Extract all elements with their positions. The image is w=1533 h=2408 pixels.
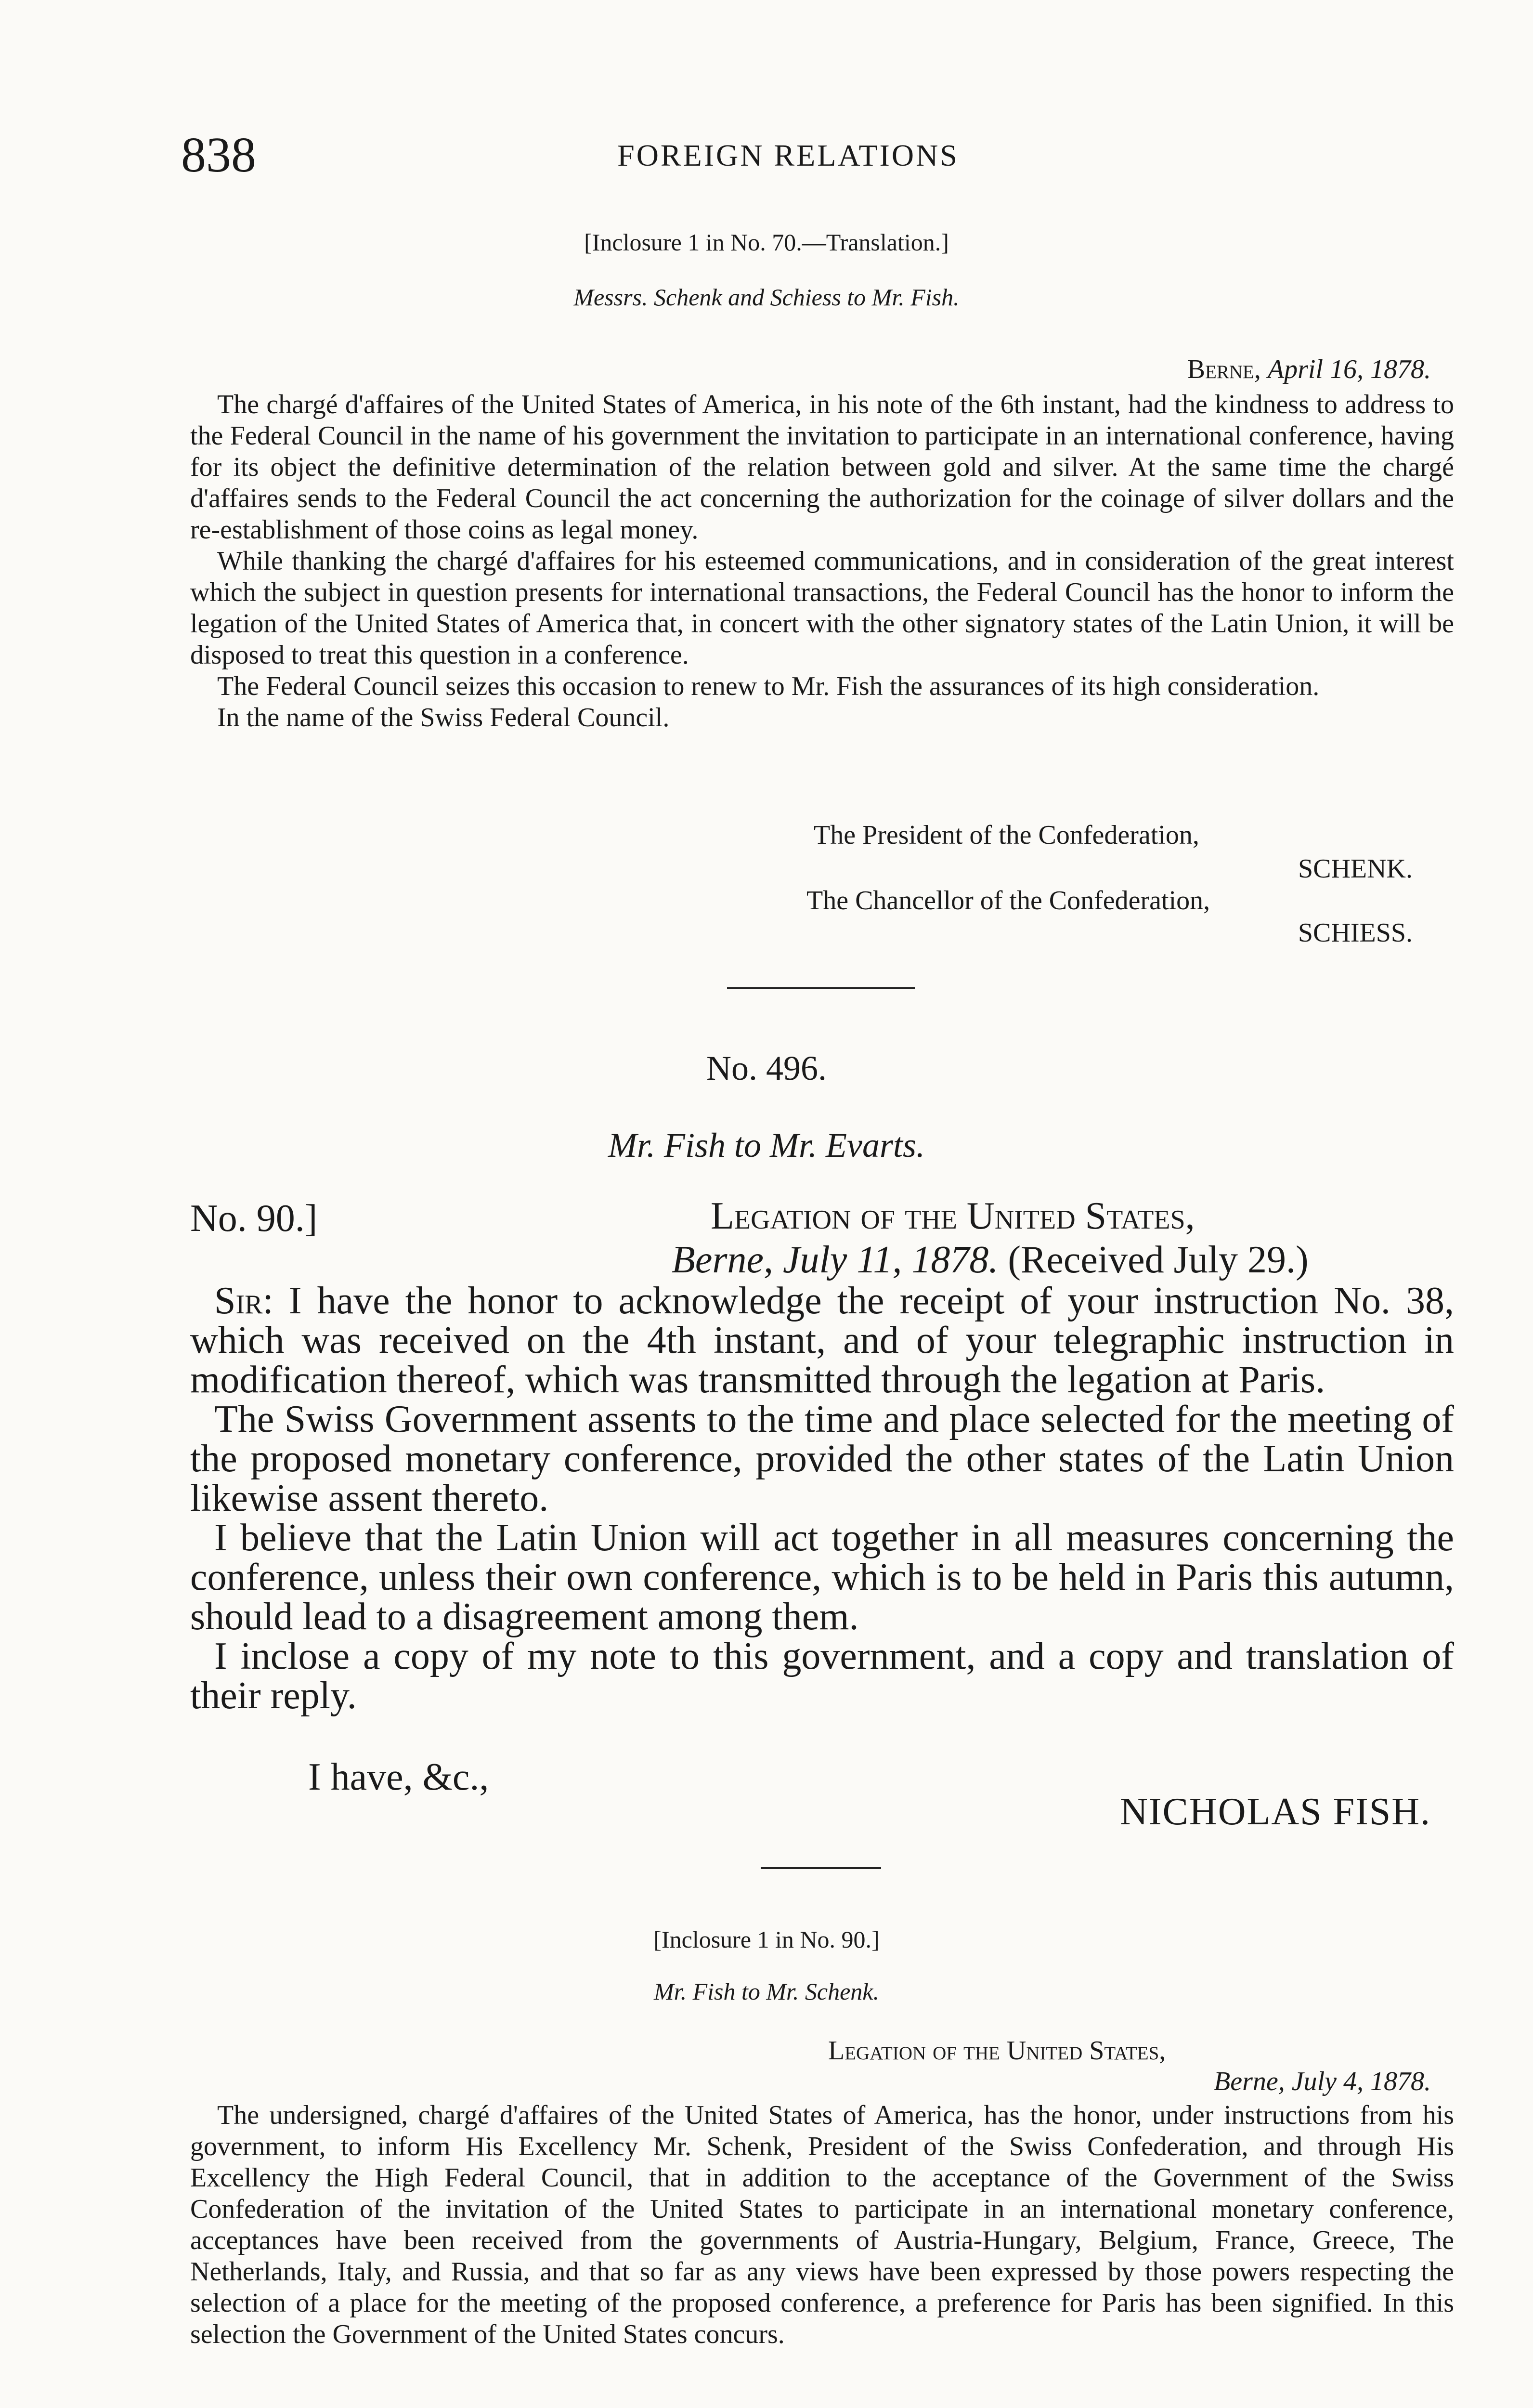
document-number: No. 496. bbox=[706, 1049, 827, 1087]
signature: NICHOLAS FISH. bbox=[1120, 1791, 1431, 1833]
inclosure1-title: Messrs. Schenk and Schiess to Mr. Fish. bbox=[573, 284, 960, 311]
section-divider bbox=[761, 1867, 881, 1869]
paragraph: I inclose a copy of my note to this government, and a copy and translation of their reply. bbox=[190, 1635, 1454, 1717]
salutation: Sir: bbox=[214, 1280, 273, 1322]
paragraph: I believe that the Latin Union will act together in all measures concerning the conference, unless their own conference, which is to be held in Paris this autumn, should lead to a disagreement among them. bbox=[190, 1517, 1454, 1638]
inclosure1-body bbox=[190, 389, 1454, 733]
dateline-place: Berne, bbox=[1187, 354, 1261, 384]
paragraph: The Swiss Government assents to the time and place selected for the meeting of the proposed monetary conference, provided the other states of the Latin Union likewise assent thereto. bbox=[190, 1398, 1454, 1519]
page-number: 838 bbox=[181, 127, 256, 183]
inclosure2-body bbox=[190, 2100, 1454, 2350]
running-head: FOREIGN RELATIONS bbox=[617, 138, 959, 172]
dispatch-number: No. 90.] bbox=[190, 1197, 318, 1240]
paragraph: The chargé d'affaires of the United States of America, in his note of the 6th instant, had the kindness to address to the Federal Council in the name of his government the invitation to participate in an international conference, having for its object the definitive determination of the relation between gold and silver. At the same time the chargé d'affaires sends to the Federal Council the act concerning the authorization for the coinage of silver dollars and the re-establishment of those coins as legal money. bbox=[190, 390, 1454, 545]
inclosure2-dateline bbox=[1214, 2066, 1431, 2097]
paragraph: In the name of the Swiss Federal Council. bbox=[217, 703, 670, 733]
dateline-place: Berne, bbox=[672, 1239, 774, 1281]
dateline-date: April 16, 1878. bbox=[1267, 354, 1431, 384]
inclosure1-dateline bbox=[1187, 354, 1431, 385]
received-note: (Received July 29.) bbox=[1008, 1239, 1309, 1281]
dateline bbox=[672, 1238, 1309, 1282]
inclosure2-legation: Legation of the United States, bbox=[828, 2036, 1166, 2066]
closing: I have, &c., bbox=[308, 1756, 489, 1798]
signature2-name: SCHIESS. bbox=[1298, 918, 1413, 948]
paragraph: While thanking the chargé d'affaires for his esteemed communications, and in consideration of the great interest which the subject in question presents for international transactions, the Federal Council has the honor to inform the legation of the United States of America that, in concert with the other signatory states of the Latin Union, it will be disposed to treat this question in a conference. bbox=[190, 546, 1454, 670]
inclosure1-heading: [Inclosure 1 in No. 70.—Translation.] bbox=[584, 229, 949, 256]
dispatch-body bbox=[190, 1281, 1454, 1715]
dateline-date: July 11, 1878. bbox=[783, 1239, 999, 1281]
paragraph bbox=[190, 1281, 1454, 1400]
section-divider bbox=[727, 987, 915, 989]
paragraph: The Federal Council seizes this occasion to renew to Mr. Fish the assurances of its high consideration. bbox=[217, 671, 1320, 701]
signature1-name: SCHENK. bbox=[1298, 854, 1413, 884]
legation-header: Legation of the United States, bbox=[711, 1195, 1195, 1237]
inclosure2-title: Mr. Fish to Mr. Schenk. bbox=[654, 1978, 879, 2005]
signature2-title: The Chancellor of the Confederation, bbox=[806, 886, 1210, 916]
dateline-place: Berne, bbox=[1214, 2067, 1285, 2096]
inclosure2-heading: [Inclosure 1 in No. 90.] bbox=[653, 1926, 880, 1953]
paragraph: The undersigned, chargé d'affaires of the United States of America, has the honor, under instructions from his government, to inform His Excellency Mr. Schenk, President of the Swiss Confederation, and through His Excellency the High Federal Council, that in addition to the acceptance of the Government of the Swiss Confederation of the invitation of the United States to participate in an international monetary conference, acceptances have been received from the governments of Austria-Hungary, Belgium, France, Greece, The Netherlands, Italy, and Russia, and that so far as any views have been expressed by those powers respecting the selection of a place for the meeting of the proposed conference, a preference for Paris has been signified. In this selection the Government of the United States concurs. bbox=[190, 2100, 1454, 2349]
document-title: Mr. Fish to Mr. Evarts. bbox=[608, 1126, 925, 1165]
dateline-date: July 4, 1878. bbox=[1291, 2067, 1431, 2096]
paragraph-text: I have the honor to acknowledge the receipt of your instruction No. 38, which was received on the 4th instant, and of your telegraphic instruction in modification thereof, which was transmitted through the legation at Paris. bbox=[190, 1280, 1454, 1401]
signature1-title: The President of the Confederation, bbox=[814, 820, 1199, 850]
